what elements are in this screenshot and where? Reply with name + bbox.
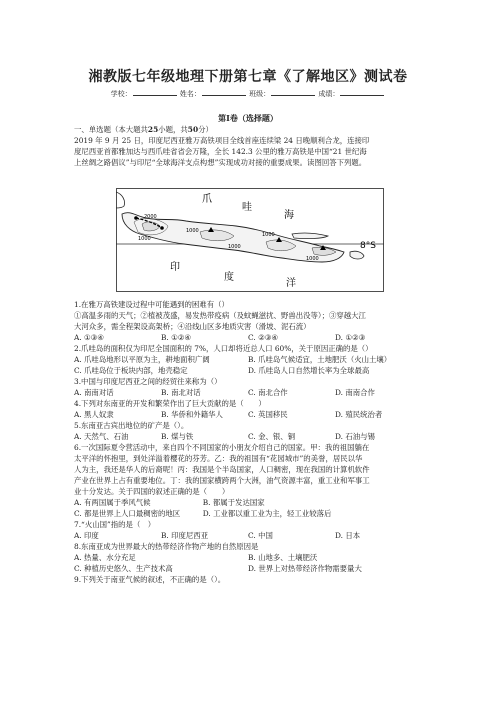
section-heading: 一、单选题（本大题共25小题，共50分） xyxy=(74,125,213,134)
contour-label: 2000 xyxy=(144,214,157,220)
answer-option[interactable]: C. 英国移民 xyxy=(248,410,288,419)
answer-option[interactable]: B. 爪哇岛气候适宜，土地肥沃（火山土壤） xyxy=(248,355,392,364)
map-label-java-sea-3: 海 xyxy=(284,210,294,221)
question-line: 3.中国与印度尼西亚之间的经贸往来称为（） xyxy=(74,377,222,386)
answer-option[interactable]: D. ①②③ xyxy=(335,333,366,342)
jakarta-city xyxy=(134,216,138,220)
question-line: 6.一次国际夏令营活动中，来自四个不同国家的小朋友介绍自己的国家。甲：我的祖国躺在 xyxy=(74,443,370,452)
student-info-line xyxy=(0,88,496,99)
intro-block xyxy=(74,124,422,168)
options-row xyxy=(74,387,422,398)
answer-option[interactable]: A. 黑人奴隶 xyxy=(74,410,114,419)
answer-option[interactable]: C. 爪哇岛位于板块内部，地壳稳定 xyxy=(74,366,188,375)
answer-option[interactable]: B. ①②④ xyxy=(161,333,192,342)
map-label-indian-ocean-1: 印 xyxy=(170,262,180,273)
question-line: 4.下列对东南亚的开发和繁荣作出了巨大贡献的是（ ） xyxy=(74,399,266,408)
answer-option[interactable]: B. 山地多、土壤肥沃 xyxy=(248,553,318,562)
contour-label: 1000 xyxy=(138,236,151,242)
answer-option[interactable]: B. 南北对话 xyxy=(161,388,201,397)
options-row xyxy=(74,332,422,343)
map-label-indian-ocean-3: 洋 xyxy=(286,278,296,289)
answer-option[interactable]: A. 有两国属于季风气候 xyxy=(74,498,151,507)
score-label: 成绩： xyxy=(318,90,340,98)
intro-line: 上丝绸之路倡议”与印尼“全球海洋支点构想”实现成功对接的重要成果。读图回答下列题。 xyxy=(74,158,367,167)
answer-option[interactable]: C. 金、银、铜 xyxy=(248,432,296,441)
answer-option[interactable]: D. 世界上对热带经济作物需要量大 xyxy=(248,564,362,573)
question-line: 产业在世界上占有重要地位。丁：我的国家横跨两个大洲，油气资源丰富，重工业和军事工 xyxy=(74,476,370,485)
question-line: 8.东南亚成为世界最大的热带经济作物产地的自然原因是 xyxy=(74,542,259,551)
class-label: 班级： xyxy=(249,90,271,98)
contour-label: 1000 xyxy=(186,228,199,234)
answer-option[interactable]: C. 都是世界上人口最稠密的地区 xyxy=(74,509,181,518)
options-row xyxy=(74,552,422,563)
name-label: 姓名： xyxy=(179,90,201,98)
answer-option[interactable]: A. 爪哇岛地形以平原为主，耕地面积广阔 xyxy=(74,355,210,364)
answer-option[interactable]: A. 南南对话 xyxy=(74,388,114,397)
answer-option[interactable]: B. 煤与铁 xyxy=(161,432,194,441)
answer-option[interactable]: B. 印度尼西亚 xyxy=(161,531,209,540)
map-label-java-sea-1: 爪 xyxy=(202,194,212,205)
latitude-label: 8°S xyxy=(360,241,376,251)
answer-option[interactable]: D. 爪哇岛人口自然增长率为全球最高 xyxy=(248,366,370,375)
answer-option[interactable]: D. 殖民统治者 xyxy=(335,410,383,419)
question-line: 人为主，我还是华人的后裔呢！丙：我国是个半岛国家，人口稠密，现在我国的计算机软件 xyxy=(74,465,370,474)
answer-option[interactable]: C. 种植历史悠久、生产技术高 xyxy=(74,564,173,573)
answer-option[interactable]: D. 工业都以重工业为主，轻工业较落后 xyxy=(202,509,332,518)
options-row xyxy=(74,365,422,376)
school-blank[interactable] xyxy=(133,88,177,96)
answer-option[interactable]: A. 热量、水分充足 xyxy=(74,553,136,562)
contour-label: 1000 xyxy=(306,256,319,262)
answer-option[interactable]: A. 天然气、石油 xyxy=(74,432,129,441)
options-row xyxy=(74,354,422,365)
question-line: 1.在雅万高铁建设过程中可能遇到的困难有（） xyxy=(74,300,229,309)
bandung-city xyxy=(160,226,164,230)
options-row xyxy=(74,431,422,442)
question-line: 太平洋的怀抱里，到处洋溢着樱花的芬芳。乙：我的祖国有“花园城市”的美誉，居民以华 xyxy=(74,454,363,463)
intro-line: 度尼西亚首都雅加达与西爪哇省省会万隆，全长 142.3 公里的雅万高铁是中国“21 世纪海 xyxy=(74,147,367,156)
name-blank[interactable] xyxy=(202,88,246,96)
map-label-indian-ocean-2: 度 xyxy=(224,272,234,283)
class-blank[interactable] xyxy=(271,88,315,96)
options-row xyxy=(74,563,422,574)
answer-option[interactable]: A. ①③④ xyxy=(74,333,104,342)
questions-block xyxy=(74,299,422,585)
answer-option[interactable]: C. 南北合作 xyxy=(248,388,288,397)
score-blank[interactable] xyxy=(340,88,384,96)
question-line: 5.东南亚古宾出地位的矿产是（）。 xyxy=(74,421,189,430)
options-row xyxy=(74,409,422,420)
options-row xyxy=(74,508,422,519)
question-line: ①高温多雨的天气；②植被茂盛，易发热带疫病（及蚊蝇滋扰、野兽出没等）；③穿越大江 xyxy=(74,311,366,320)
options-row xyxy=(74,497,422,508)
contour-label: 1000 xyxy=(262,232,275,238)
answer-option[interactable]: D. 石油与锡 xyxy=(335,432,375,441)
answer-option[interactable]: D. 南南合作 xyxy=(335,388,375,397)
question-line: 2.爪哇岛的面积仅为印尼全国面积的 7%，人口却将近总人口 60%，关于原因正确的是（） xyxy=(74,344,373,353)
school-label: 学校： xyxy=(110,90,132,98)
answer-option[interactable]: C. ②③④ xyxy=(248,333,278,342)
answer-option[interactable]: D. 日本 xyxy=(335,531,361,540)
question-line: 9.下列关于南亚气候的叙述，不正确的是（）。 xyxy=(74,575,226,584)
options-row xyxy=(74,530,422,541)
intro-line: 2019 年 9 月 25 日，印度尼西亚雅万高铁项目全线首座连续梁 24 日晚顺利合龙，连接印 xyxy=(74,136,370,145)
answer-option[interactable]: A. 印度 xyxy=(74,531,99,540)
question-line: 7.“火山国”指的是（ ） xyxy=(74,520,156,529)
page-title: 湘教版七年级地理下册第七章《了解地区》测试卷 xyxy=(88,69,408,85)
contour-label: 1000 xyxy=(228,244,241,250)
question-line: 业十分发达。关于四国的叙述正确的是（ ） xyxy=(74,487,230,496)
volume-heading: 第Ⅰ卷（选择题） xyxy=(218,113,278,123)
answer-option[interactable]: C. 中国 xyxy=(248,531,273,540)
java-map-figure xyxy=(116,188,384,292)
map-label-java-sea-2: 哇 xyxy=(242,202,252,213)
answer-option[interactable]: B. 都属于发达国家 xyxy=(202,498,265,507)
question-line: 大河众多，需全程架设高架桥；④沿线山区多地质灾害（滑坡、泥石流） xyxy=(74,322,311,331)
answer-option[interactable]: B. 华侨和外籍华人 xyxy=(161,410,223,419)
